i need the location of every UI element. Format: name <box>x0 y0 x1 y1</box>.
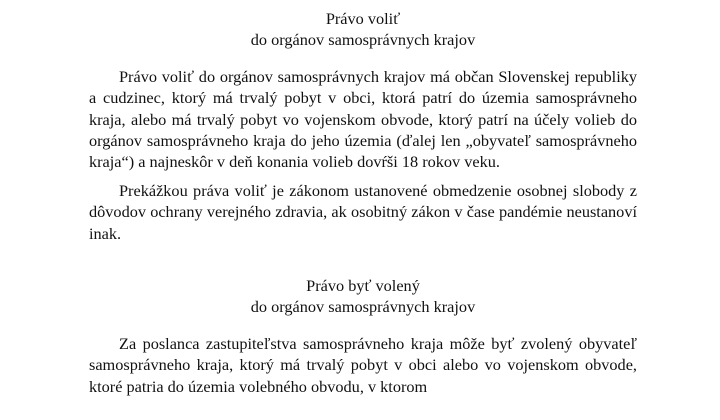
heading-line-1: Právo voliť <box>325 9 401 28</box>
paragraph: Prekážkou práva voliť je zákonom ustanovené obmedzenie osobnej slobody z dôvodov ochrany verejného zdravia, ak osobitný zákon v čase pandémie neustanoví inak. <box>89 180 637 243</box>
heading-line-1: Právo byť volený <box>306 276 420 296</box>
document-page <box>89 0 637 420</box>
heading-line-2: do orgánov samosprávnych krajov <box>250 30 476 50</box>
paragraph: Právo voliť do orgánov samosprávnych krajov má občan Slovenskej republiky a cudzinec, ktorý má trvalý pobyt v obci, ktorá patrí do územia samosprávneho kraja, alebo má trvalý pobyt vo vojenskom obvode, ktorý patrí na účely volieb do orgánov samosprávneho kraja do jeho územia (ďalej len „obyvateľ samosprávneho kraja“) a najneskôr v deň konania volieb dovŕši 18 rokov veku. <box>89 66 637 172</box>
heading-line-2: do orgánov samosprávnych krajov <box>250 297 476 317</box>
paragraph: Za poslanca zastupiteľstva samosprávneho kraja môže byť zvolený obyvateľ samosprávneho kraja, ktorý má trvalý pobyt v obci alebo vo vojenskom obvode, ktoré patria do územia volebného obvodu, v ktorom <box>89 333 637 396</box>
section-right-to-be-elected <box>89 275 637 397</box>
section-right-to-vote <box>89 8 637 244</box>
section-heading <box>89 275 637 318</box>
section-heading <box>89 8 637 51</box>
